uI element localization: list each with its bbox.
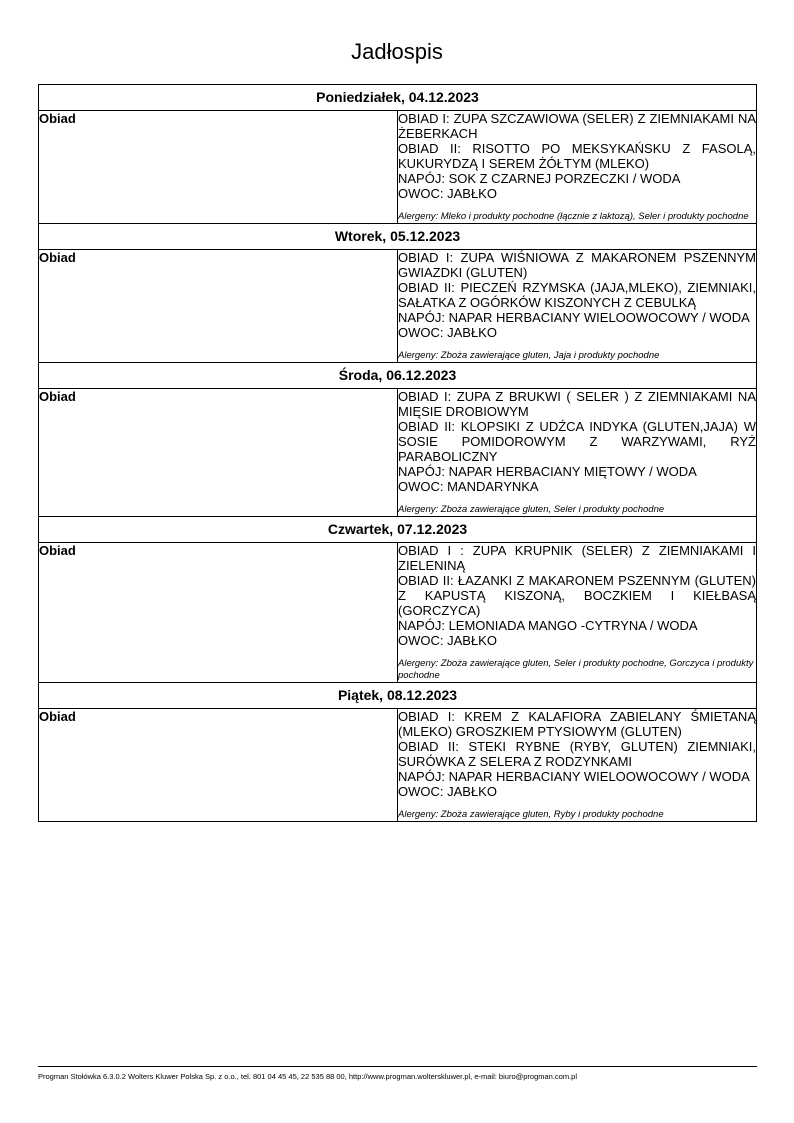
dish-line: OBIAD I: ZUPA Z BRUKWI ( SELER ) Z ZIEMNIAKAMI NA MIĘSIE DROBIOWYM	[398, 389, 756, 419]
dish-line: OBIAD II: KLOPSIKI Z UDŹCA INDYKA (GLUTEN,JAJA) W SOSIE POMIDOROWYM Z WARZYWAMI, RYŻ PARABOLICZNY	[398, 419, 756, 464]
dish-line: OBIAD II: PIECZEŃ RZYMSKA (JAJA,MLEKO), ZIEMNIAKI, SAŁATKA Z OGÓRKÓW KISZONYCH Z CEBULKĄ	[398, 280, 756, 310]
dish-line: NAPÓJ: NAPAR HERBACIANY WIELOOWOCOWY / WODA	[398, 769, 750, 784]
dish-line: NAPÓJ: NAPAR HERBACIANY MIĘTOWY / WODA	[398, 464, 697, 479]
dish-line: NAPÓJ: SOK Z CZARNEJ PORZECZKI / WODA	[398, 171, 681, 186]
day-header-row	[39, 363, 757, 389]
meal-row	[39, 111, 757, 224]
day-header: Wtorek, 05.12.2023	[39, 224, 757, 250]
dish-line: OBIAD II: STEKI RYBNE (RYBY, GLUTEN) ZIEMNIAKI, SURÓWKA Z SELERA Z RODZYNKAMI	[398, 739, 756, 769]
dish-line: NAPÓJ: NAPAR HERBACIANY WIELOOWOCOWY / WODA	[398, 310, 750, 325]
meal-label: Obiad	[39, 111, 398, 224]
page-title: Jadłospis	[351, 39, 443, 64]
dish-line: OBIAD II: ŁAZANKI Z MAKARONEM PSZENNYM (GLUTEN) Z KAPUSTĄ KISZONĄ, BOCZKIEM I KIEŁBASĄ (GORCZYCA)	[398, 573, 756, 618]
dish-line: OBIAD I: ZUPA WIŚNIOWA Z MAKARONEM PSZENNYM GWIAZDKI (GLUTEN)	[398, 250, 756, 280]
allergens-note: Alergeny: Zboża zawierające gluten, Ryby i produkty pochodne	[398, 809, 664, 820]
meal-content	[398, 111, 757, 224]
dish-line: OWOC: JABŁKO	[398, 784, 497, 799]
meal-content	[398, 389, 757, 517]
meal-label: Obiad	[39, 543, 398, 683]
day-header-row	[39, 683, 757, 709]
menu-table-body	[39, 85, 757, 822]
footer-text: Progman Stołówka 6.3.0.2 Wolters Kluwer Polska Sp. z o.o., tel. 801 04 45 45, 22 535 88 00, http://www.progman.wolterskluwer.pl, e-mail: biuro@progman.com.pl	[38, 1072, 578, 1081]
allergens-note: Alergeny: Zboża zawierające gluten, Seler i produkty pochodne, Gorczyca i produkty pochodne	[398, 658, 754, 681]
day-header: Poniedziałek, 04.12.2023	[39, 85, 757, 111]
dish-line: OBIAD I : ZUPA KRUPNIK (SELER) Z ZIEMNIAKAMI I ZIELENINĄ	[398, 543, 756, 573]
day-header: Środa, 06.12.2023	[39, 363, 757, 389]
day-header: Piątek, 08.12.2023	[39, 683, 757, 709]
day-header: Czwartek, 07.12.2023	[39, 517, 757, 543]
meal-label: Obiad	[39, 389, 398, 517]
meal-row	[39, 389, 757, 517]
allergens-note: Alergeny: Zboża zawierające gluten, Jaja i produkty pochodne	[398, 350, 660, 361]
dish-line: OBIAD II: RISOTTO PO MEKSYKAŃSKU Z FASOLĄ, KUKURYDZĄ I SEREM ŻÓŁTYM (MLEKO)	[398, 141, 756, 171]
allergens-note: Alergeny: Mleko i produkty pochodne (łącznie z laktozą), Seler i produkty pochodne	[398, 211, 749, 222]
meal-row	[39, 543, 757, 683]
dish-line: OBIAD I: KREM Z KALAFIORA ZABIELANY ŚMIETANĄ (MLEKO) GROSZKIEM PTYSIOWYM (GLUTEN)	[398, 709, 756, 739]
meal-row	[39, 709, 757, 822]
dish-line: OWOC: JABŁKO	[398, 633, 497, 648]
day-header-row	[39, 224, 757, 250]
dish-line: OWOC: MANDARYNKA	[398, 479, 539, 494]
meal-content	[398, 250, 757, 363]
meal-content	[398, 543, 757, 683]
dish-line: NAPÓJ: LEMONIADA MANGO -CYTRYNA / WODA	[398, 618, 698, 633]
menu-table	[38, 84, 757, 822]
day-header-row	[39, 517, 757, 543]
dish-line: OWOC: JABŁKO	[398, 325, 497, 340]
meal-row	[39, 250, 757, 363]
dish-line: OBIAD I: ZUPA SZCZAWIOWA (SELER) Z ZIEMNIAKAMI NA ŻEBERKACH	[398, 111, 756, 141]
meal-label: Obiad	[39, 709, 398, 822]
allergens-note: Alergeny: Zboża zawierające gluten, Seler i produkty pochodne	[398, 504, 665, 515]
meal-label: Obiad	[39, 250, 398, 363]
footer-divider	[38, 1066, 757, 1067]
meal-content	[398, 709, 757, 822]
dish-line: OWOC: JABŁKO	[398, 186, 497, 201]
day-header-row	[39, 85, 757, 111]
